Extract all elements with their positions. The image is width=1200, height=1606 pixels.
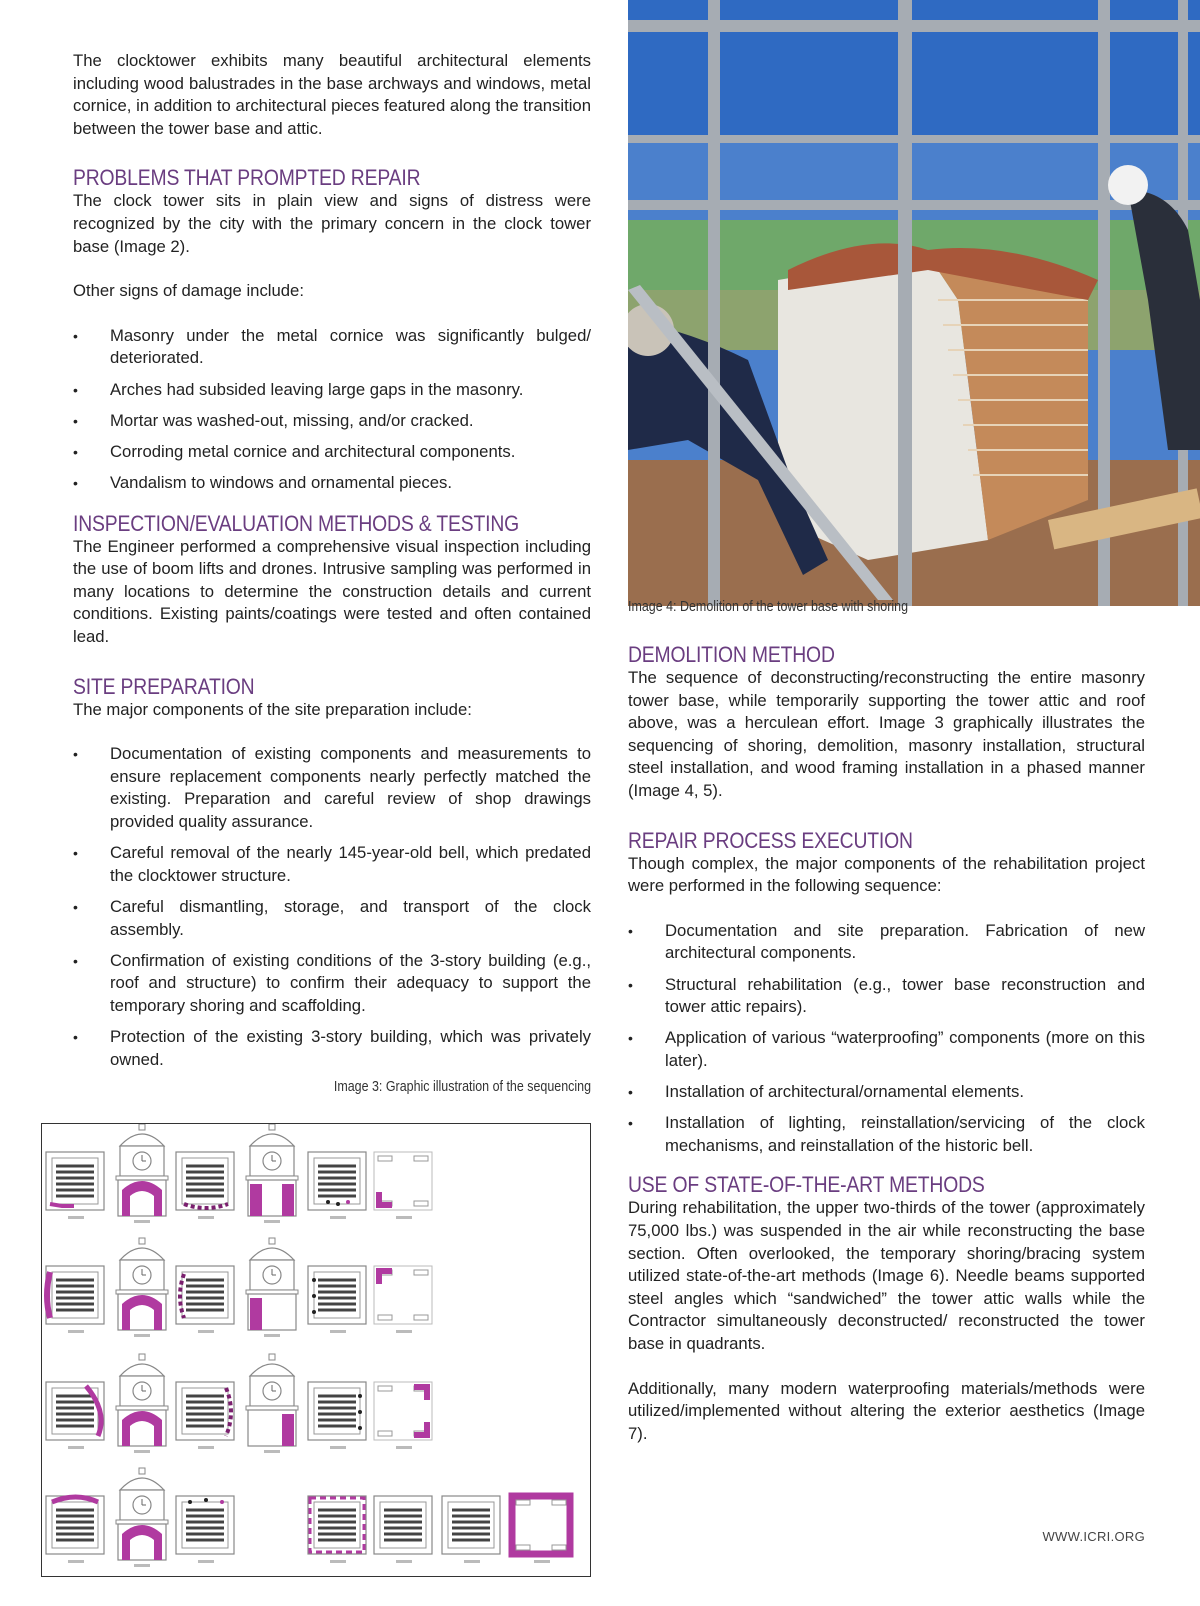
inspection-heading: INSPECTION/EVALUATION METHODS & TESTING xyxy=(73,510,520,536)
list-item: • Vandalism to windows and ornamental pieces. xyxy=(73,473,452,493)
list-item: • Careful dismantling, storage, and transport of the clock assembly. xyxy=(73,897,591,939)
list-item: • Documentation of existing components and measurements to ensure replacement components nearly perfectly matched the existing. Preparation and careful review of shop drawings provided quality assurance. xyxy=(73,744,591,832)
sequencing-diagram-graphic xyxy=(42,1124,589,1575)
list-item: • Careful removal of the nearly 145-year-old bell, which predated the clocktower structure. xyxy=(73,843,591,885)
site-prep-lead: The major components of the site preparation include: xyxy=(73,699,472,719)
list-item: • Corroding metal cornice and architectural components. xyxy=(73,441,516,461)
problems-heading: PROBLEMS THAT PROMPTED REPAIR xyxy=(73,165,421,191)
demolition-paragraph: The sequence of deconstructing/reconstructing the entire masonry tower base, while temporarily supporting the tower attic and roof above, was a herculean effort. Image 3 graphically illustrates the sequencing of shoring, demolition, masonry installation, structural steel installation, and wood framing installation in a phased manner (Image 4, 5). xyxy=(628,668,1145,800)
repair-lead: Though complex, the major components of the rehabilitation project were performed in the following sequence: xyxy=(628,853,1145,896)
list-item: • Masonry under the metal cornice was significantly bulged/ deteriorated. xyxy=(73,325,591,368)
list-item: • Documentation and site preparation. Fabrication of new architectural components. xyxy=(628,920,1145,963)
damage-lead: Other signs of damage include: xyxy=(73,281,304,301)
methods-paragraph-1: During rehabilitation, the upper two-thirds of the tower (approximately 75,000 lbs.) was suspended in the air while reconstructing the base section. Often overlooked, the temporary shoring/bracing system utilized state-of-the-art methods (Image 6). Needle beams supported steel angles which “sandwiched” the tower attic walls while the Contractor simultaneously deconstructed/ reconstructed the tower base in quadrants. xyxy=(628,1198,1145,1354)
footer-url[interactable]: WWW.ICRI.ORG xyxy=(1042,1529,1145,1544)
site-prep-heading: SITE PREPARATION xyxy=(73,673,255,699)
list-item: • Installation of lighting, reinstallation/servicing of the clock mechanisms, and reinstallation of the historic bell. xyxy=(628,1113,1145,1155)
left-column xyxy=(73,50,591,1096)
image4-caption: Image 4: Demolition of the tower base with shoring xyxy=(628,599,909,615)
damage-list xyxy=(73,325,591,495)
list-item: • Installation of architectural/ornamental elements. xyxy=(628,1082,1024,1102)
site-prep-list xyxy=(73,743,591,1071)
image3-caption: Image 3: Graphic illustration of the sequencing xyxy=(333,1078,591,1095)
list-item: • Mortar was washed-out, missing, and/or cracked. xyxy=(73,410,474,430)
list-item: • Application of various “waterproofing” components (more on this later). xyxy=(628,1028,1145,1070)
methods-paragraph-2: Additionally, many modern waterproofing materials/methods were utilized/implemented without altering the exterior aesthetics (Image 7). xyxy=(628,1378,1145,1443)
list-item: • Structural rehabilitation (e.g., tower base reconstruction and tower attic repairs). xyxy=(628,974,1145,1017)
list-item: • Protection of the existing 3-story building, which was privately owned. xyxy=(73,1027,591,1069)
right-column xyxy=(628,0,1145,1445)
list-item: • Arches had subsided leaving large gaps in the masonry. xyxy=(73,379,524,399)
repair-list xyxy=(628,920,1145,1158)
repair-heading: REPAIR PROCESS EXECUTION xyxy=(628,827,913,853)
intro-paragraph: The clocktower exhibits many beautiful architectural elements including wood balustrades in the base archways and windows, metal cornice, in addition to architectural pieces featured along the transition between the tower base and attic. xyxy=(73,51,591,138)
sequencing-diagram xyxy=(41,1123,591,1577)
demolition-heading: DEMOLITION METHOD xyxy=(628,642,835,667)
problems-paragraph: The clock tower sits in plain view and signs of distress were recognized by the city with the primary concern in the clock tower base (Image 2). xyxy=(73,191,591,256)
list-item: • Confirmation of existing conditions of the 3-story building (e.g., roof and structure) to confirm their adequacy to support the temporary shoring and scaffolding. xyxy=(73,950,591,1015)
methods-heading: USE OF STATE-OF-THE-ART METHODS xyxy=(628,1172,985,1198)
inspection-paragraph: The Engineer performed a comprehensive visual inspection including the use of boom lifts and drones. Intrusive sampling was performed in many locations to determine the construction details and current conditions. Existing paints/coatings were tested and often contained lead. xyxy=(73,536,591,647)
